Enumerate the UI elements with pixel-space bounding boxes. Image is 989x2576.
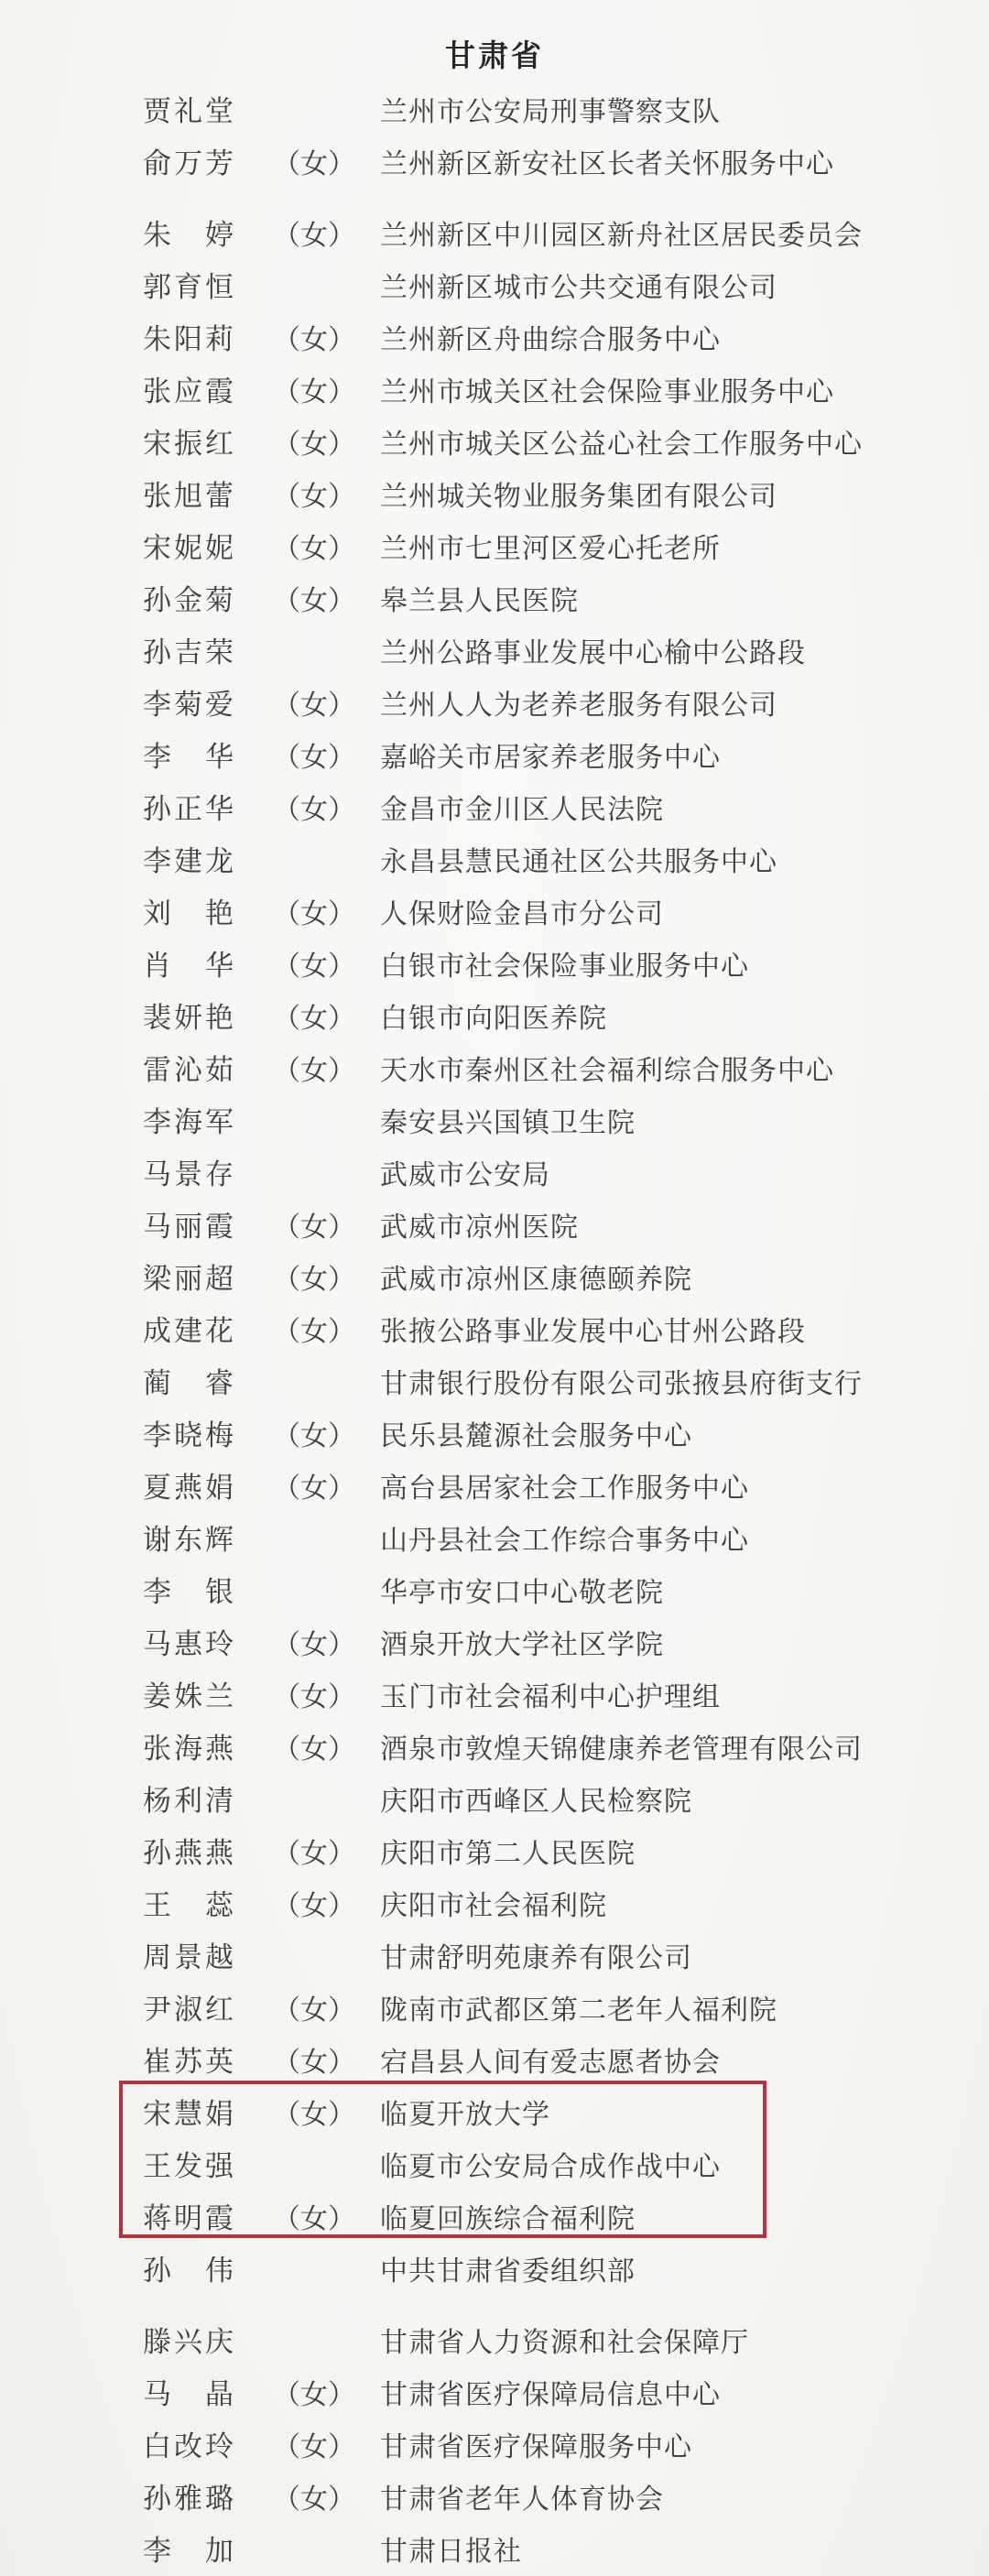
recipient-name: 滕兴庆 <box>143 2326 236 2358</box>
gender-label: （女） <box>273 429 355 460</box>
recipient-name: 李 银 <box>143 1576 236 1608</box>
recipient-name: 朱阳莉 <box>143 323 236 355</box>
organization-name: 嘉峪关市居家养老服务中心 <box>380 742 721 773</box>
organization-name: 兰州市七里河区爱心托老所 <box>380 533 721 564</box>
gender-label: （女） <box>273 794 355 825</box>
organization-name: 皋兰县人民医院 <box>380 585 579 616</box>
recipient-name: 李晓梅 <box>143 1419 236 1451</box>
recipient-name: 孙吉荣 <box>143 636 236 668</box>
organization-name: 兰州人人为老养老服务有限公司 <box>380 690 777 721</box>
recipient-row <box>0 82 989 135</box>
recipient-list <box>0 82 989 2574</box>
page-title: 甘肃省 <box>445 40 544 73</box>
recipient-name: 成建花 <box>143 1315 236 1347</box>
organization-name: 白银市向阳医养院 <box>380 1003 607 1034</box>
recipient-row <box>0 2242 989 2294</box>
recipient-row <box>0 2190 989 2242</box>
recipient-row <box>0 363 989 415</box>
gender-label: （女） <box>273 1212 355 1243</box>
recipient-name: 孙正华 <box>143 793 236 825</box>
gender-label: （女） <box>273 1420 355 1451</box>
gender-label: （女） <box>273 2484 355 2515</box>
gender-label: （女） <box>273 1890 355 1921</box>
organization-name: 山丹县社会工作综合事务中心 <box>380 1525 749 1556</box>
gender-label: （女） <box>273 2099 355 2130</box>
recipient-row <box>0 415 989 467</box>
gender-label: （女） <box>273 324 355 355</box>
gender-label: （女） <box>273 1264 355 1295</box>
organization-name: 临夏回族综合福利院 <box>380 2203 636 2234</box>
organization-name: 白银市社会保险事业服务中心 <box>380 951 749 982</box>
recipient-row <box>0 676 989 728</box>
recipient-row <box>0 1824 989 1876</box>
organization-name: 民乐县麓源社会服务中心 <box>380 1420 692 1451</box>
recipient-row <box>0 519 989 571</box>
recipient-row <box>0 989 989 1041</box>
gender-label: （女） <box>273 2431 355 2462</box>
gender-label: （女） <box>273 2379 355 2410</box>
organization-name: 庆阳市社会福利院 <box>380 1890 607 1921</box>
recipient-name: 李菊爱 <box>143 689 236 721</box>
gender-label: （女） <box>273 1003 355 1034</box>
recipient-row <box>0 467 989 519</box>
recipient-name: 白改玲 <box>143 2430 236 2462</box>
organization-name: 酒泉开放大学社区学院 <box>380 1629 664 1660</box>
organization-name: 宕昌县人间有爱志愿者协会 <box>380 2047 721 2078</box>
recipient-name: 马丽霞 <box>143 1211 236 1243</box>
recipient-name: 王 蕊 <box>143 1889 236 1921</box>
recipient-row <box>0 1302 989 1354</box>
organization-name: 玉门市社会福利中心护理组 <box>380 1681 721 1712</box>
organization-name: 甘肃舒明苑康养有限公司 <box>380 1942 692 1973</box>
recipient-row <box>0 1668 989 1720</box>
recipient-name: 俞万芳 <box>143 147 236 179</box>
recipient-row <box>0 1929 989 1981</box>
gender-label: （女） <box>273 1316 355 1347</box>
recipient-name: 孙 伟 <box>143 2255 236 2287</box>
recipient-row <box>0 1250 989 1302</box>
recipient-row <box>0 1041 989 1093</box>
recipient-name: 杨利清 <box>143 1785 236 1817</box>
recipient-name: 张海燕 <box>143 1733 236 1765</box>
recipient-name: 王发强 <box>143 2150 236 2182</box>
gender-label: （女） <box>273 585 355 616</box>
recipient-name: 郭育恒 <box>143 271 236 303</box>
organization-name: 甘肃省医疗保障局信息中心 <box>380 2379 721 2410</box>
gender-label: （女） <box>273 376 355 408</box>
recipient-name: 孙金菊 <box>143 584 236 616</box>
organization-name: 中共甘肃省委组织部 <box>380 2255 636 2287</box>
recipient-row <box>0 1459 989 1511</box>
recipient-row <box>0 1615 989 1668</box>
gender-label: （女） <box>273 1629 355 1660</box>
recipient-row <box>0 1093 989 1146</box>
organization-name: 人保财险金昌市分公司 <box>380 898 664 929</box>
recipient-name: 肖 华 <box>143 950 236 982</box>
gender-label: （女） <box>273 533 355 564</box>
organization-name: 兰州城关物业服务集团有限公司 <box>380 481 777 512</box>
gender-label: （女） <box>273 1055 355 1086</box>
recipient-name: 张应霞 <box>143 375 236 408</box>
recipient-name: 刘 艳 <box>143 897 236 929</box>
gender-label: （女） <box>273 220 355 251</box>
recipient-name: 李 加 <box>143 2535 236 2567</box>
recipient-name: 姜姝兰 <box>143 1680 236 1712</box>
recipient-name: 蒋明霞 <box>143 2202 236 2234</box>
recipient-row <box>0 310 989 363</box>
organization-name: 甘肃省医疗保障服务中心 <box>380 2431 692 2462</box>
recipient-name: 马景存 <box>143 1158 236 1190</box>
recipient-row <box>0 1354 989 1407</box>
organization-name: 武威市凉州区康德颐养院 <box>380 1264 692 1295</box>
organization-name: 武威市凉州医院 <box>380 1212 579 1243</box>
recipient-row <box>0 624 989 676</box>
recipient-name: 宋慧娟 <box>143 2098 236 2130</box>
recipient-row <box>0 2137 989 2190</box>
recipient-row <box>0 1563 989 1615</box>
recipient-row <box>0 2522 989 2574</box>
recipient-name: 宋振红 <box>143 428 236 460</box>
recipient-row <box>0 1981 989 2033</box>
recipient-row <box>0 1720 989 1772</box>
organization-name: 庆阳市西峰区人民检察院 <box>380 1786 692 1817</box>
organization-name: 高台县居家社会工作服务中心 <box>380 1473 749 1504</box>
recipient-name: 李海军 <box>143 1106 236 1138</box>
organization-name: 兰州新区城市公共交通有限公司 <box>380 272 777 303</box>
recipient-row <box>0 571 989 624</box>
organization-name: 武威市公安局 <box>380 1159 550 1190</box>
recipient-name: 李建龙 <box>143 845 236 877</box>
recipient-row <box>0 2418 989 2470</box>
recipient-name: 孙雅璐 <box>143 2483 236 2515</box>
gender-label: （女） <box>273 1681 355 1712</box>
organization-name: 临夏市公安局合成作战中心 <box>380 2151 721 2182</box>
gender-label: （女） <box>273 481 355 512</box>
recipient-row <box>0 135 989 187</box>
recipient-name: 周景越 <box>143 1941 236 1973</box>
recipient-row <box>0 2313 989 2365</box>
recipient-row <box>0 1146 989 1198</box>
recipient-row <box>0 1407 989 1459</box>
gender-label: （女） <box>273 1734 355 1765</box>
organization-name: 秦安县兴国镇卫生院 <box>380 1107 636 1138</box>
recipient-row <box>0 1772 989 1824</box>
recipient-row <box>0 1511 989 1563</box>
organization-name: 甘肃日报社 <box>380 2536 522 2567</box>
organization-name: 张掖公路事业发展中心甘州公路段 <box>380 1316 806 1347</box>
recipient-name: 张旭蕾 <box>143 480 236 512</box>
recipient-row <box>0 780 989 832</box>
gender-label: （女） <box>273 1473 355 1504</box>
gender-label: （女） <box>273 1994 355 2026</box>
organization-name: 兰州新区中川园区新舟社区居民委员会 <box>380 220 863 251</box>
organization-name: 兰州新区新安社区长者关怀服务中心 <box>380 148 834 179</box>
recipient-name: 裴妍艳 <box>143 1002 236 1034</box>
recipient-row <box>0 2085 989 2137</box>
organization-name: 甘肃省老年人体育协会 <box>380 2484 664 2515</box>
gender-label: （女） <box>273 951 355 982</box>
recipient-row <box>0 2365 989 2418</box>
organization-name: 酒泉市敦煌天锦健康养老管理有限公司 <box>380 1734 863 1765</box>
recipient-name: 夏燕娟 <box>143 1472 236 1504</box>
recipient-name: 尹淑红 <box>143 1994 236 2026</box>
recipient-name: 孙燕燕 <box>143 1837 236 1869</box>
recipient-name: 李 华 <box>143 741 236 773</box>
recipient-row <box>0 2033 989 2085</box>
recipient-name: 崔苏英 <box>143 2046 236 2078</box>
gender-label: （女） <box>273 148 355 179</box>
organization-name: 临夏开放大学 <box>380 2099 550 2130</box>
gender-label: （女） <box>273 2203 355 2234</box>
organization-name: 陇南市武都区第二老年人福利院 <box>380 1994 777 2026</box>
recipient-row <box>0 1876 989 1929</box>
recipient-name: 马 晶 <box>143 2378 236 2410</box>
organization-name: 金昌市金川区人民法院 <box>380 794 664 825</box>
recipient-name: 宋妮妮 <box>143 532 236 564</box>
organization-name: 永昌县慧民通社区公共服务中心 <box>380 846 777 877</box>
recipient-name: 蔺 睿 <box>143 1367 236 1399</box>
organization-name: 兰州市城关区社会保险事业服务中心 <box>380 376 834 408</box>
recipient-name: 贾礼堂 <box>143 95 236 127</box>
recipient-row <box>0 728 989 780</box>
recipient-row <box>0 937 989 989</box>
organization-name: 兰州新区舟曲综合服务中心 <box>380 324 721 355</box>
highlighted-section <box>0 2085 989 2242</box>
recipient-name: 马惠玲 <box>143 1628 236 1660</box>
recipient-name: 雷沁茹 <box>143 1054 236 1086</box>
recipient-name: 谢东辉 <box>143 1524 236 1556</box>
organization-name: 兰州市城关区公益心社会工作服务中心 <box>380 429 863 460</box>
gender-label: （女） <box>273 742 355 773</box>
organization-name: 兰州公路事业发展中心榆中公路段 <box>380 637 806 668</box>
recipient-row <box>0 258 989 310</box>
organization-name: 甘肃省人力资源和社会保障厅 <box>380 2327 749 2358</box>
organization-name: 华亭市安口中心敬老院 <box>380 1577 664 1608</box>
organization-name: 兰州市公安局刑事警察支队 <box>380 96 721 127</box>
recipient-row <box>0 832 989 885</box>
recipient-name: 朱 婷 <box>143 219 236 251</box>
recipient-row <box>0 206 989 258</box>
organization-name: 天水市秦州区社会福利综合服务中心 <box>380 1055 834 1086</box>
gender-label: （女） <box>273 690 355 721</box>
organization-name: 甘肃银行股份有限公司张掖县府街支行 <box>380 1368 863 1399</box>
recipient-row <box>0 2470 989 2522</box>
gender-label: （女） <box>273 1838 355 1869</box>
recipient-row <box>0 885 989 937</box>
gender-label: （女） <box>273 898 355 929</box>
organization-name: 庆阳市第二人民医院 <box>380 1838 636 1869</box>
recipient-row <box>0 1198 989 1250</box>
recipient-name: 梁丽超 <box>143 1263 236 1295</box>
gender-label: （女） <box>273 2047 355 2078</box>
